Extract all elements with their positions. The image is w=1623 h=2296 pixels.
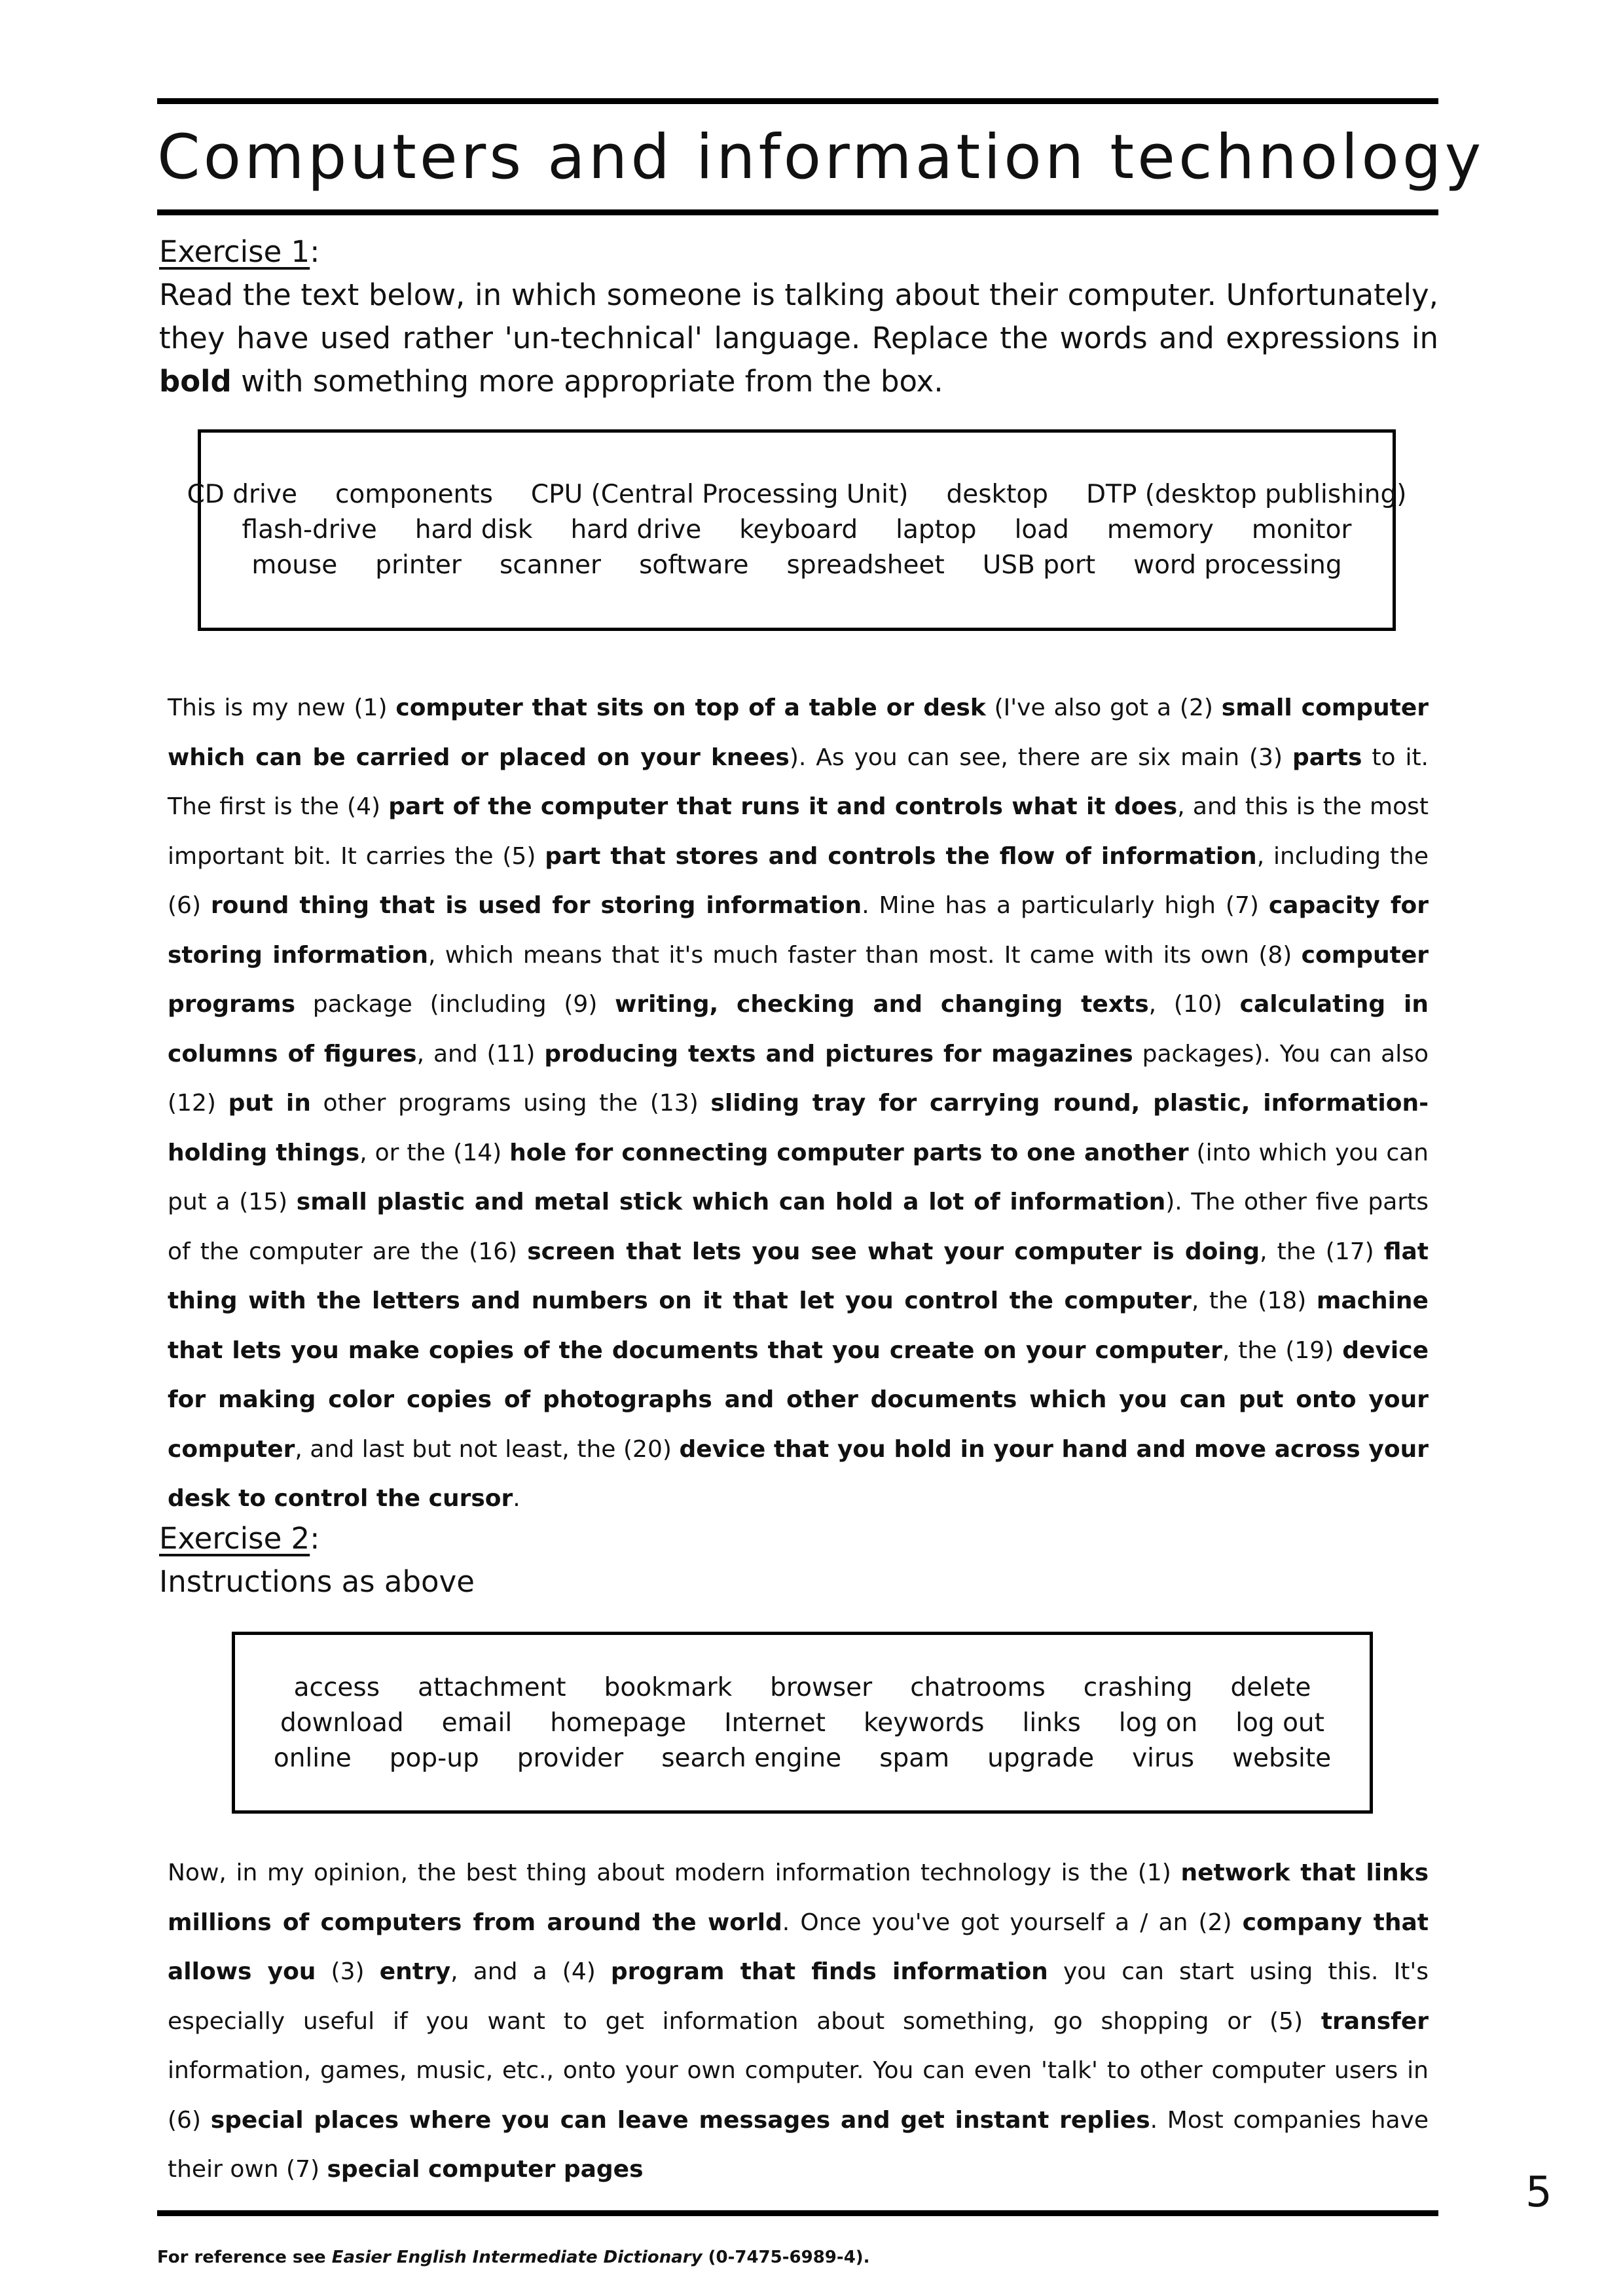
exercise-1-colon: : <box>310 234 320 269</box>
footer-reference <box>157 2246 870 2269</box>
box-word: CPU (Central Processing Unit) <box>530 480 909 509</box>
exercise-1-label: Exercise 1 <box>159 234 310 269</box>
box-word: scanner <box>499 550 602 580</box>
box-word: bookmark <box>604 1673 733 1702</box>
exercise-2-heading <box>159 1517 319 1560</box>
bold-phrase: screen that lets you see what your computer is doing <box>527 1238 1260 1265</box>
box-word: log out <box>1235 1708 1324 1738</box>
text-run: ). As you can see, there are six main (3) <box>789 744 1292 771</box>
bold-phrase: round thing that is used for storing information <box>210 892 862 919</box>
text-run: , and a (4) <box>450 1958 611 1985</box>
text-run: you can start using this. It's especially useful if you want to get information about something, go shopping or (5) <box>168 1958 1429 2035</box>
exercise-2-colon: : <box>310 1521 320 1556</box>
box-word: DTP (desktop publishing) <box>1086 480 1407 509</box>
box-word: virus <box>1132 1744 1195 1773</box>
bold-phrase: small plastic and metal stick which can hold a lot of information <box>296 1189 1166 1215</box>
bold-phrase: company that allows you <box>168 1909 1429 1985</box>
text-run: , and last but not least, the (20) <box>295 1435 680 1463</box>
top-rule <box>157 98 1438 104</box>
box-word: hard disk <box>414 515 533 545</box>
box-word: Internet <box>724 1708 826 1738</box>
box-word: browser <box>770 1673 873 1702</box>
text-run: (3) <box>316 1958 380 1985</box>
text-run: , which means that it's much faster than most. It came with its own (8) <box>428 941 1302 969</box>
footer-rule <box>157 2210 1438 2216</box>
word-box-1-row <box>201 512 1393 548</box>
text-run: other programs using the (13) <box>310 1090 711 1117</box>
text-run: package (including (9) <box>295 991 615 1018</box>
box-word: search engine <box>661 1744 842 1773</box>
box-word: software <box>639 550 749 580</box>
text-run: This is my new (1) <box>168 694 396 721</box>
box-word: hard drive <box>570 515 702 545</box>
box-word: flash-drive <box>242 515 377 545</box>
text-run: , the (19) <box>1222 1336 1343 1364</box>
word-box-1 <box>187 429 1407 631</box>
box-word: log on <box>1118 1708 1198 1738</box>
box-word: chatrooms <box>910 1673 1046 1702</box>
box-word: provider <box>517 1744 624 1773</box>
bold-phrase: writing, checking and changing texts <box>615 991 1149 1018</box>
text-run: ). The other five parts of the computer are the (16) <box>168 1189 1429 1265</box>
box-word: homepage <box>550 1708 687 1738</box>
text-run: , the (17) <box>1260 1238 1384 1265</box>
box-word: word processing <box>1133 550 1342 580</box>
word-box-1-row <box>187 477 1407 512</box>
exercise-2-label: Exercise 2 <box>159 1521 310 1556</box>
bold-phrase: small computer which can be carried or placed on your knees <box>168 694 1429 771</box>
bold-phrase: flat thing with the letters and numbers on it that let you control the computer <box>168 1238 1429 1314</box>
text-run: , (10) <box>1148 991 1240 1018</box>
bold-phrase: transfer <box>1321 2007 1429 2035</box>
instructions-bold-word: bold <box>159 364 232 399</box>
bold-phrase: parts <box>1292 744 1362 771</box>
exercise-2-instructions: Instructions as above <box>159 1564 475 1599</box>
page-number: 5 <box>1525 2168 1552 2217</box>
box-word: delete <box>1230 1673 1311 1702</box>
box-word: CD drive <box>187 480 297 509</box>
box-word: monitor <box>1251 515 1352 545</box>
box-word: spreadsheet <box>786 550 945 580</box>
text-run: packages). You can also (12) <box>168 1040 1429 1117</box>
text-run: Now, in my opinion, the best thing about modern information technology is the (1) <box>168 1859 1181 1886</box>
bold-phrase: producing texts and pictures for magazines <box>544 1040 1133 1067</box>
text-run: (into which you can put a (15) <box>168 1139 1429 1215</box>
text-run: , and (11) <box>416 1040 545 1067</box>
bold-phrase: machine that lets you make copies of the documents that you create on your computer <box>168 1287 1429 1364</box>
bold-phrase: computer programs <box>168 941 1429 1018</box>
box-word: access <box>293 1673 380 1702</box>
box-word: USB port <box>982 550 1096 580</box>
bold-phrase: network that links millions of computers from around the world <box>168 1859 1429 1936</box>
text-run: (I've also got a (2) <box>985 694 1222 721</box>
box-word: spam <box>879 1744 950 1773</box>
footer-prefix: For reference see <box>157 2248 332 2267</box>
word-box-1-row <box>201 548 1393 583</box>
bold-phrase: sliding tray for carrying round, plastic, information-holding things <box>168 1090 1429 1166</box>
footer-isbn: (0-7475-6989-4). <box>702 2248 870 2267</box>
text-run: , and this is the most important bit. It carries the (5) <box>168 793 1429 870</box>
bold-phrase: device that you hold in your hand and move across your desk to control the cursor <box>168 1435 1429 1512</box>
box-word: crashing <box>1083 1673 1193 1702</box>
box-word: download <box>280 1708 404 1738</box>
box-word: upgrade <box>987 1744 1095 1773</box>
bold-phrase: special computer pages <box>327 2156 644 2183</box>
word-box-2-row <box>235 1706 1370 1741</box>
text-run: . Once you've got yourself a / an (2) <box>782 1909 1243 1936</box>
box-word: attachment <box>418 1673 566 1702</box>
box-word: load <box>1014 515 1069 545</box>
bold-phrase: program that finds information <box>610 1958 1048 1985</box>
text-run: . Mine has a particularly high (7) <box>862 892 1269 919</box>
bold-phrase: part of the computer that runs it and controls what it does <box>388 793 1178 820</box>
box-word: mouse <box>251 550 338 580</box>
exercise-1-instructions <box>159 274 1438 403</box>
exercise-2-text <box>168 1848 1429 2195</box>
text-run: . <box>513 1485 520 1512</box>
bold-phrase: computer that sits on top of a table or desk <box>395 694 986 721</box>
box-word: laptop <box>896 515 977 545</box>
text-run: , or the (14) <box>359 1139 510 1166</box>
box-word: links <box>1022 1708 1081 1738</box>
bold-phrase: special places where you can leave messages and get instant replies <box>210 2106 1150 2134</box>
bold-phrase: device for making color copies of photographs and other documents which you can put onto your computer <box>168 1336 1429 1463</box>
box-word: keywords <box>864 1708 985 1738</box>
box-word: keyboard <box>739 515 858 545</box>
box-word: memory <box>1106 515 1214 545</box>
bold-phrase: part that stores and controls the flow of information <box>545 842 1257 870</box>
word-box-2 <box>232 1632 1373 1814</box>
instructions-text: Read the text below, in which someone is talking about their computer. Unfortunately, they have used rather 'un-technical' language. Replace the words and expressions in <box>159 278 1438 355</box>
text-run: . Most companies have their own (7) <box>168 2106 1429 2183</box>
box-word: pop-up <box>389 1744 479 1773</box>
box-word: components <box>335 480 493 509</box>
text-run: , the (18) <box>1191 1287 1317 1314</box>
text-run: to it. The first is the (4) <box>168 744 1429 820</box>
box-word: printer <box>375 550 462 580</box>
exercise-1-text <box>168 683 1429 1524</box>
box-word: email <box>441 1708 513 1738</box>
word-box-2-row <box>235 1670 1370 1706</box>
box-word: online <box>273 1744 352 1773</box>
instructions-text-end: with something more appropriate from the box. <box>231 364 943 399</box>
word-box-2-row <box>235 1741 1370 1776</box>
exercise-1-heading <box>159 230 319 274</box>
bold-phrase: calculating in columns of figures <box>168 991 1429 1067</box>
bold-phrase: hole for connecting computer parts to one another <box>509 1139 1189 1166</box>
box-word: desktop <box>946 480 1049 509</box>
bold-phrase: put in <box>228 1090 311 1117</box>
bold-phrase: capacity for storing information <box>168 892 1429 969</box>
box-word: website <box>1232 1744 1332 1773</box>
bold-phrase: entry <box>379 1958 451 1985</box>
page-title: Computers and information technology <box>157 122 1485 193</box>
footer-book-title: Easier English Intermediate Dictionary <box>331 2248 702 2267</box>
title-rule <box>157 209 1438 215</box>
text-run: , including the (6) <box>168 842 1429 919</box>
text-run: information, games, music, etc., onto your own computer. You can even 'talk' to other computer users in (6) <box>168 2057 1429 2134</box>
